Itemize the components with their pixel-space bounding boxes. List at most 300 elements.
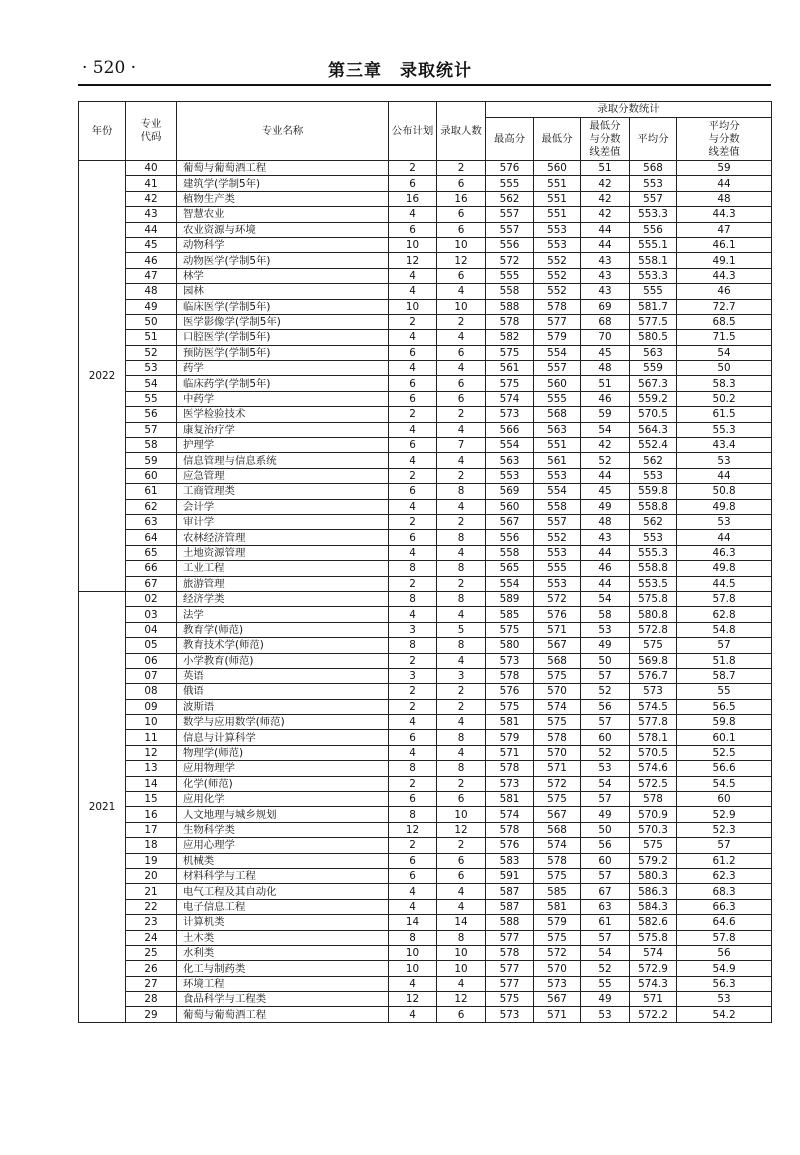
min-diff-cell: 52 [581, 453, 630, 468]
plan-cell: 3 [389, 668, 437, 683]
admitted-cell: 8 [437, 561, 486, 576]
table-row [79, 545, 772, 560]
min-cell: 575 [534, 868, 581, 883]
admitted-cell: 6 [437, 222, 486, 237]
min-diff-cell: 54 [581, 776, 630, 791]
avg-diff-cell: 58.7 [677, 668, 772, 683]
table-row [79, 499, 772, 514]
table-row [79, 284, 772, 299]
avg-diff-cell: 58.3 [677, 376, 772, 391]
admitted-cell: 6 [437, 868, 486, 883]
min-diff-cell: 51 [581, 161, 630, 176]
avg-diff-cell: 71.5 [677, 330, 772, 345]
admitted-cell: 4 [437, 361, 486, 376]
plan-cell: 2 [389, 699, 437, 714]
avg-diff-cell: 51.8 [677, 653, 772, 668]
name-cell: 农林经济管理 [177, 530, 389, 545]
name-cell: 预防医学(学制5年) [177, 345, 389, 360]
plan-cell: 4 [389, 1007, 437, 1022]
max-cell: 578 [486, 945, 534, 960]
code-cell: 51 [126, 330, 177, 345]
plan-cell: 6 [389, 345, 437, 360]
avg-cell: 555.3 [630, 545, 677, 560]
max-cell: 587 [486, 899, 534, 914]
avg-diff-cell: 47 [677, 222, 772, 237]
table-row [79, 391, 772, 406]
name-cell: 生物科学类 [177, 822, 389, 837]
min-cell: 575 [534, 668, 581, 683]
table-row [79, 253, 772, 268]
max-cell: 572 [486, 253, 534, 268]
col-min-diff: 最低分 与分数 线差值 [581, 118, 630, 161]
name-cell: 中药学 [177, 391, 389, 406]
plan-cell: 2 [389, 653, 437, 668]
avg-diff-cell: 44 [677, 530, 772, 545]
year-cell: 2022 [79, 161, 126, 592]
min-diff-cell: 61 [581, 915, 630, 930]
name-cell: 工商管理类 [177, 484, 389, 499]
table-row [79, 314, 772, 329]
min-diff-cell: 53 [581, 1007, 630, 1022]
table-row [79, 161, 772, 176]
plan-cell: 2 [389, 838, 437, 853]
admitted-cell: 12 [437, 992, 486, 1007]
min-cell: 553 [534, 576, 581, 591]
plan-cell: 2 [389, 776, 437, 791]
avg-cell: 553 [630, 468, 677, 483]
col-avg-diff: 平均分 与分数 线差值 [677, 118, 772, 161]
min-cell: 578 [534, 299, 581, 314]
name-cell: 食品科学与工程类 [177, 992, 389, 1007]
admitted-cell: 10 [437, 237, 486, 252]
plan-cell: 4 [389, 976, 437, 991]
table-row [79, 299, 772, 314]
min-cell: 571 [534, 622, 581, 637]
avg-cell: 582.6 [630, 915, 677, 930]
admitted-cell: 2 [437, 314, 486, 329]
code-cell: 61 [126, 484, 177, 499]
plan-cell: 10 [389, 961, 437, 976]
min-diff-cell: 42 [581, 176, 630, 191]
table-row [79, 684, 772, 699]
avg-cell: 569.8 [630, 653, 677, 668]
avg-cell: 570.5 [630, 745, 677, 760]
table-body [79, 161, 772, 1023]
avg-diff-cell: 46.1 [677, 237, 772, 252]
plan-cell: 4 [389, 884, 437, 899]
avg-cell: 573 [630, 684, 677, 699]
avg-diff-cell: 53 [677, 514, 772, 529]
admitted-cell: 3 [437, 668, 486, 683]
plan-cell: 12 [389, 992, 437, 1007]
avg-diff-cell: 57 [677, 838, 772, 853]
table-row [79, 237, 772, 252]
avg-diff-cell: 59.8 [677, 715, 772, 730]
table-row [79, 930, 772, 945]
max-cell: 582 [486, 330, 534, 345]
min-diff-cell: 43 [581, 268, 630, 283]
admitted-cell: 2 [437, 838, 486, 853]
plan-cell: 2 [389, 407, 437, 422]
code-cell: 07 [126, 668, 177, 683]
min-cell: 570 [534, 961, 581, 976]
code-cell: 45 [126, 237, 177, 252]
min-cell: 552 [534, 268, 581, 283]
max-cell: 573 [486, 407, 534, 422]
max-cell: 575 [486, 376, 534, 391]
code-cell: 06 [126, 653, 177, 668]
code-cell: 48 [126, 284, 177, 299]
plan-cell: 2 [389, 576, 437, 591]
min-cell: 567 [534, 638, 581, 653]
table-row [79, 345, 772, 360]
min-cell: 579 [534, 915, 581, 930]
plan-cell: 6 [389, 792, 437, 807]
code-cell: 60 [126, 468, 177, 483]
max-cell: 561 [486, 361, 534, 376]
table-row [79, 591, 772, 606]
avg-cell: 558.8 [630, 561, 677, 576]
plan-cell: 2 [389, 468, 437, 483]
page-number: · 520 · [82, 58, 137, 78]
plan-cell: 6 [389, 484, 437, 499]
plan-cell: 10 [389, 299, 437, 314]
avg-diff-cell: 62.8 [677, 607, 772, 622]
admitted-cell: 2 [437, 468, 486, 483]
name-cell: 临床药学(学制5年) [177, 376, 389, 391]
min-cell: 555 [534, 391, 581, 406]
plan-cell: 8 [389, 561, 437, 576]
table-row [79, 622, 772, 637]
table-row [79, 438, 772, 453]
max-cell: 577 [486, 961, 534, 976]
min-cell: 570 [534, 684, 581, 699]
avg-cell: 575 [630, 838, 677, 853]
table-row [79, 792, 772, 807]
min-cell: 585 [534, 884, 581, 899]
avg-diff-cell: 68.5 [677, 314, 772, 329]
plan-cell: 12 [389, 253, 437, 268]
table-row [79, 468, 772, 483]
min-diff-cell: 43 [581, 530, 630, 545]
plan-cell: 4 [389, 422, 437, 437]
avg-cell: 552.4 [630, 438, 677, 453]
admitted-cell: 4 [437, 976, 486, 991]
name-cell: 信息与计算科学 [177, 730, 389, 745]
code-cell: 09 [126, 699, 177, 714]
admitted-cell: 4 [437, 653, 486, 668]
table-row [79, 838, 772, 853]
min-diff-cell: 52 [581, 684, 630, 699]
admitted-cell: 6 [437, 853, 486, 868]
max-cell: 578 [486, 314, 534, 329]
min-diff-cell: 46 [581, 391, 630, 406]
name-cell: 小学教育(师范) [177, 653, 389, 668]
avg-cell: 574 [630, 945, 677, 960]
max-cell: 574 [486, 391, 534, 406]
avg-diff-cell: 68.3 [677, 884, 772, 899]
plan-cell: 4 [389, 607, 437, 622]
name-cell: 动物医学(学制5年) [177, 253, 389, 268]
table-row [79, 807, 772, 822]
code-cell: 16 [126, 807, 177, 822]
min-diff-cell: 57 [581, 930, 630, 945]
min-cell: 551 [534, 176, 581, 191]
table-row [79, 776, 772, 791]
min-diff-cell: 57 [581, 668, 630, 683]
code-cell: 49 [126, 299, 177, 314]
min-cell: 567 [534, 992, 581, 1007]
min-diff-cell: 51 [581, 376, 630, 391]
admitted-cell: 12 [437, 822, 486, 837]
plan-cell: 4 [389, 207, 437, 222]
avg-cell: 571 [630, 992, 677, 1007]
avg-diff-cell: 59 [677, 161, 772, 176]
avg-diff-cell: 50.8 [677, 484, 772, 499]
name-cell: 口腔医学(学制5年) [177, 330, 389, 345]
name-cell: 应用心理学 [177, 838, 389, 853]
min-diff-cell: 54 [581, 591, 630, 606]
admitted-cell: 2 [437, 576, 486, 591]
avg-diff-cell: 53 [677, 992, 772, 1007]
col-code: 专业 代码 [126, 102, 177, 161]
plan-cell: 4 [389, 545, 437, 560]
code-cell: 26 [126, 961, 177, 976]
max-cell: 555 [486, 176, 534, 191]
col-min: 最低分 [534, 118, 581, 161]
name-cell: 工业工程 [177, 561, 389, 576]
code-cell: 56 [126, 407, 177, 422]
avg-cell: 564.3 [630, 422, 677, 437]
min-cell: 552 [534, 253, 581, 268]
code-cell: 17 [126, 822, 177, 837]
min-cell: 576 [534, 607, 581, 622]
code-cell: 12 [126, 745, 177, 760]
min-diff-cell: 54 [581, 422, 630, 437]
min-cell: 557 [534, 361, 581, 376]
min-cell: 568 [534, 407, 581, 422]
code-cell: 04 [126, 622, 177, 637]
min-diff-cell: 42 [581, 191, 630, 206]
table-row [79, 561, 772, 576]
avg-diff-cell: 60.1 [677, 730, 772, 745]
max-cell: 555 [486, 268, 534, 283]
avg-diff-cell: 57.8 [677, 930, 772, 945]
code-cell: 54 [126, 376, 177, 391]
avg-cell: 574.3 [630, 976, 677, 991]
col-admitted: 录取人数 [437, 102, 486, 161]
code-cell: 65 [126, 545, 177, 560]
max-cell: 585 [486, 607, 534, 622]
min-diff-cell: 57 [581, 868, 630, 883]
max-cell: 577 [486, 930, 534, 945]
code-cell: 44 [126, 222, 177, 237]
plan-cell: 4 [389, 745, 437, 760]
min-diff-cell: 45 [581, 345, 630, 360]
code-cell: 50 [126, 314, 177, 329]
avg-diff-cell: 55.3 [677, 422, 772, 437]
name-cell: 临床医学(学制5年) [177, 299, 389, 314]
col-name: 专业名称 [177, 102, 389, 161]
plan-cell: 4 [389, 715, 437, 730]
plan-cell: 6 [389, 530, 437, 545]
avg-diff-cell: 52.5 [677, 745, 772, 760]
admitted-cell: 2 [437, 684, 486, 699]
code-cell: 55 [126, 391, 177, 406]
name-cell: 护理学 [177, 438, 389, 453]
avg-diff-cell: 44.3 [677, 207, 772, 222]
code-cell: 03 [126, 607, 177, 622]
table-row [79, 715, 772, 730]
table-row [79, 976, 772, 991]
table-row [79, 422, 772, 437]
admitted-cell: 8 [437, 930, 486, 945]
min-cell: 573 [534, 976, 581, 991]
min-cell: 553 [534, 545, 581, 560]
table-row [79, 945, 772, 960]
plan-cell: 4 [389, 284, 437, 299]
plan-cell: 2 [389, 314, 437, 329]
avg-cell: 580.8 [630, 607, 677, 622]
name-cell: 葡萄与葡萄酒工程 [177, 1007, 389, 1022]
admitted-cell: 16 [437, 191, 486, 206]
avg-cell: 575.8 [630, 591, 677, 606]
min-cell: 574 [534, 838, 581, 853]
max-cell: 556 [486, 530, 534, 545]
code-cell: 20 [126, 868, 177, 883]
avg-diff-cell: 56.6 [677, 761, 772, 776]
code-cell: 19 [126, 853, 177, 868]
avg-diff-cell: 54.8 [677, 622, 772, 637]
avg-diff-cell: 52.3 [677, 822, 772, 837]
avg-cell: 578.1 [630, 730, 677, 745]
admitted-cell: 7 [437, 438, 486, 453]
min-diff-cell: 50 [581, 822, 630, 837]
min-cell: 572 [534, 591, 581, 606]
admitted-cell: 4 [437, 453, 486, 468]
avg-cell: 555 [630, 284, 677, 299]
avg-diff-cell: 48 [677, 191, 772, 206]
max-cell: 573 [486, 1007, 534, 1022]
name-cell: 审计学 [177, 514, 389, 529]
max-cell: 569 [486, 484, 534, 499]
plan-cell: 14 [389, 915, 437, 930]
table-row [79, 653, 772, 668]
avg-diff-cell: 44 [677, 468, 772, 483]
name-cell: 建筑学(学制5年) [177, 176, 389, 191]
name-cell: 材料科学与工程 [177, 868, 389, 883]
min-cell: 568 [534, 822, 581, 837]
plan-cell: 6 [389, 730, 437, 745]
max-cell: 577 [486, 976, 534, 991]
min-diff-cell: 56 [581, 838, 630, 853]
min-diff-cell: 59 [581, 407, 630, 422]
avg-cell: 572.2 [630, 1007, 677, 1022]
admitted-cell: 12 [437, 253, 486, 268]
avg-cell: 553.3 [630, 207, 677, 222]
table-row [79, 268, 772, 283]
code-cell: 47 [126, 268, 177, 283]
plan-cell: 6 [389, 868, 437, 883]
min-diff-cell: 43 [581, 284, 630, 299]
table-row [79, 407, 772, 422]
min-diff-cell: 53 [581, 622, 630, 637]
avg-diff-cell: 66.3 [677, 899, 772, 914]
min-diff-cell: 48 [581, 514, 630, 529]
table-row [79, 915, 772, 930]
max-cell: 576 [486, 838, 534, 853]
table-row [79, 668, 772, 683]
name-cell: 机械类 [177, 853, 389, 868]
avg-cell: 570.3 [630, 822, 677, 837]
admitted-cell: 2 [437, 407, 486, 422]
max-cell: 566 [486, 422, 534, 437]
avg-diff-cell: 61.2 [677, 853, 772, 868]
max-cell: 576 [486, 684, 534, 699]
avg-cell: 575 [630, 638, 677, 653]
code-cell: 58 [126, 438, 177, 453]
min-diff-cell: 56 [581, 699, 630, 714]
code-cell: 57 [126, 422, 177, 437]
plan-cell: 8 [389, 930, 437, 945]
min-diff-cell: 53 [581, 761, 630, 776]
max-cell: 578 [486, 668, 534, 683]
min-cell: 554 [534, 345, 581, 360]
avg-diff-cell: 57 [677, 638, 772, 653]
avg-diff-cell: 50 [677, 361, 772, 376]
avg-diff-cell: 62.3 [677, 868, 772, 883]
admitted-cell: 8 [437, 591, 486, 606]
min-diff-cell: 49 [581, 499, 630, 514]
min-diff-cell: 44 [581, 237, 630, 252]
admitted-cell: 4 [437, 899, 486, 914]
name-cell: 林学 [177, 268, 389, 283]
min-cell: 571 [534, 1007, 581, 1022]
code-cell: 18 [126, 838, 177, 853]
avg-cell: 558.1 [630, 253, 677, 268]
max-cell: 565 [486, 561, 534, 576]
code-cell: 40 [126, 161, 177, 176]
name-cell: 会计学 [177, 499, 389, 514]
table-row [79, 607, 772, 622]
plan-cell: 8 [389, 591, 437, 606]
plan-cell: 2 [389, 684, 437, 699]
avg-cell: 567.3 [630, 376, 677, 391]
code-cell: 21 [126, 884, 177, 899]
min-cell: 554 [534, 484, 581, 499]
plan-cell: 10 [389, 945, 437, 960]
admitted-cell: 10 [437, 299, 486, 314]
admitted-cell: 8 [437, 761, 486, 776]
min-cell: 560 [534, 161, 581, 176]
admitted-cell: 6 [437, 207, 486, 222]
min-diff-cell: 45 [581, 484, 630, 499]
max-cell: 588 [486, 915, 534, 930]
name-cell: 化工与制药类 [177, 961, 389, 976]
max-cell: 556 [486, 237, 534, 252]
admitted-cell: 14 [437, 915, 486, 930]
min-cell: 578 [534, 853, 581, 868]
avg-cell: 580.3 [630, 868, 677, 883]
min-diff-cell: 55 [581, 976, 630, 991]
min-cell: 571 [534, 761, 581, 776]
min-cell: 555 [534, 561, 581, 576]
name-cell: 应用化学 [177, 792, 389, 807]
avg-diff-cell: 55 [677, 684, 772, 699]
avg-cell: 555.1 [630, 237, 677, 252]
avg-cell: 572.5 [630, 776, 677, 791]
max-cell: 574 [486, 807, 534, 822]
